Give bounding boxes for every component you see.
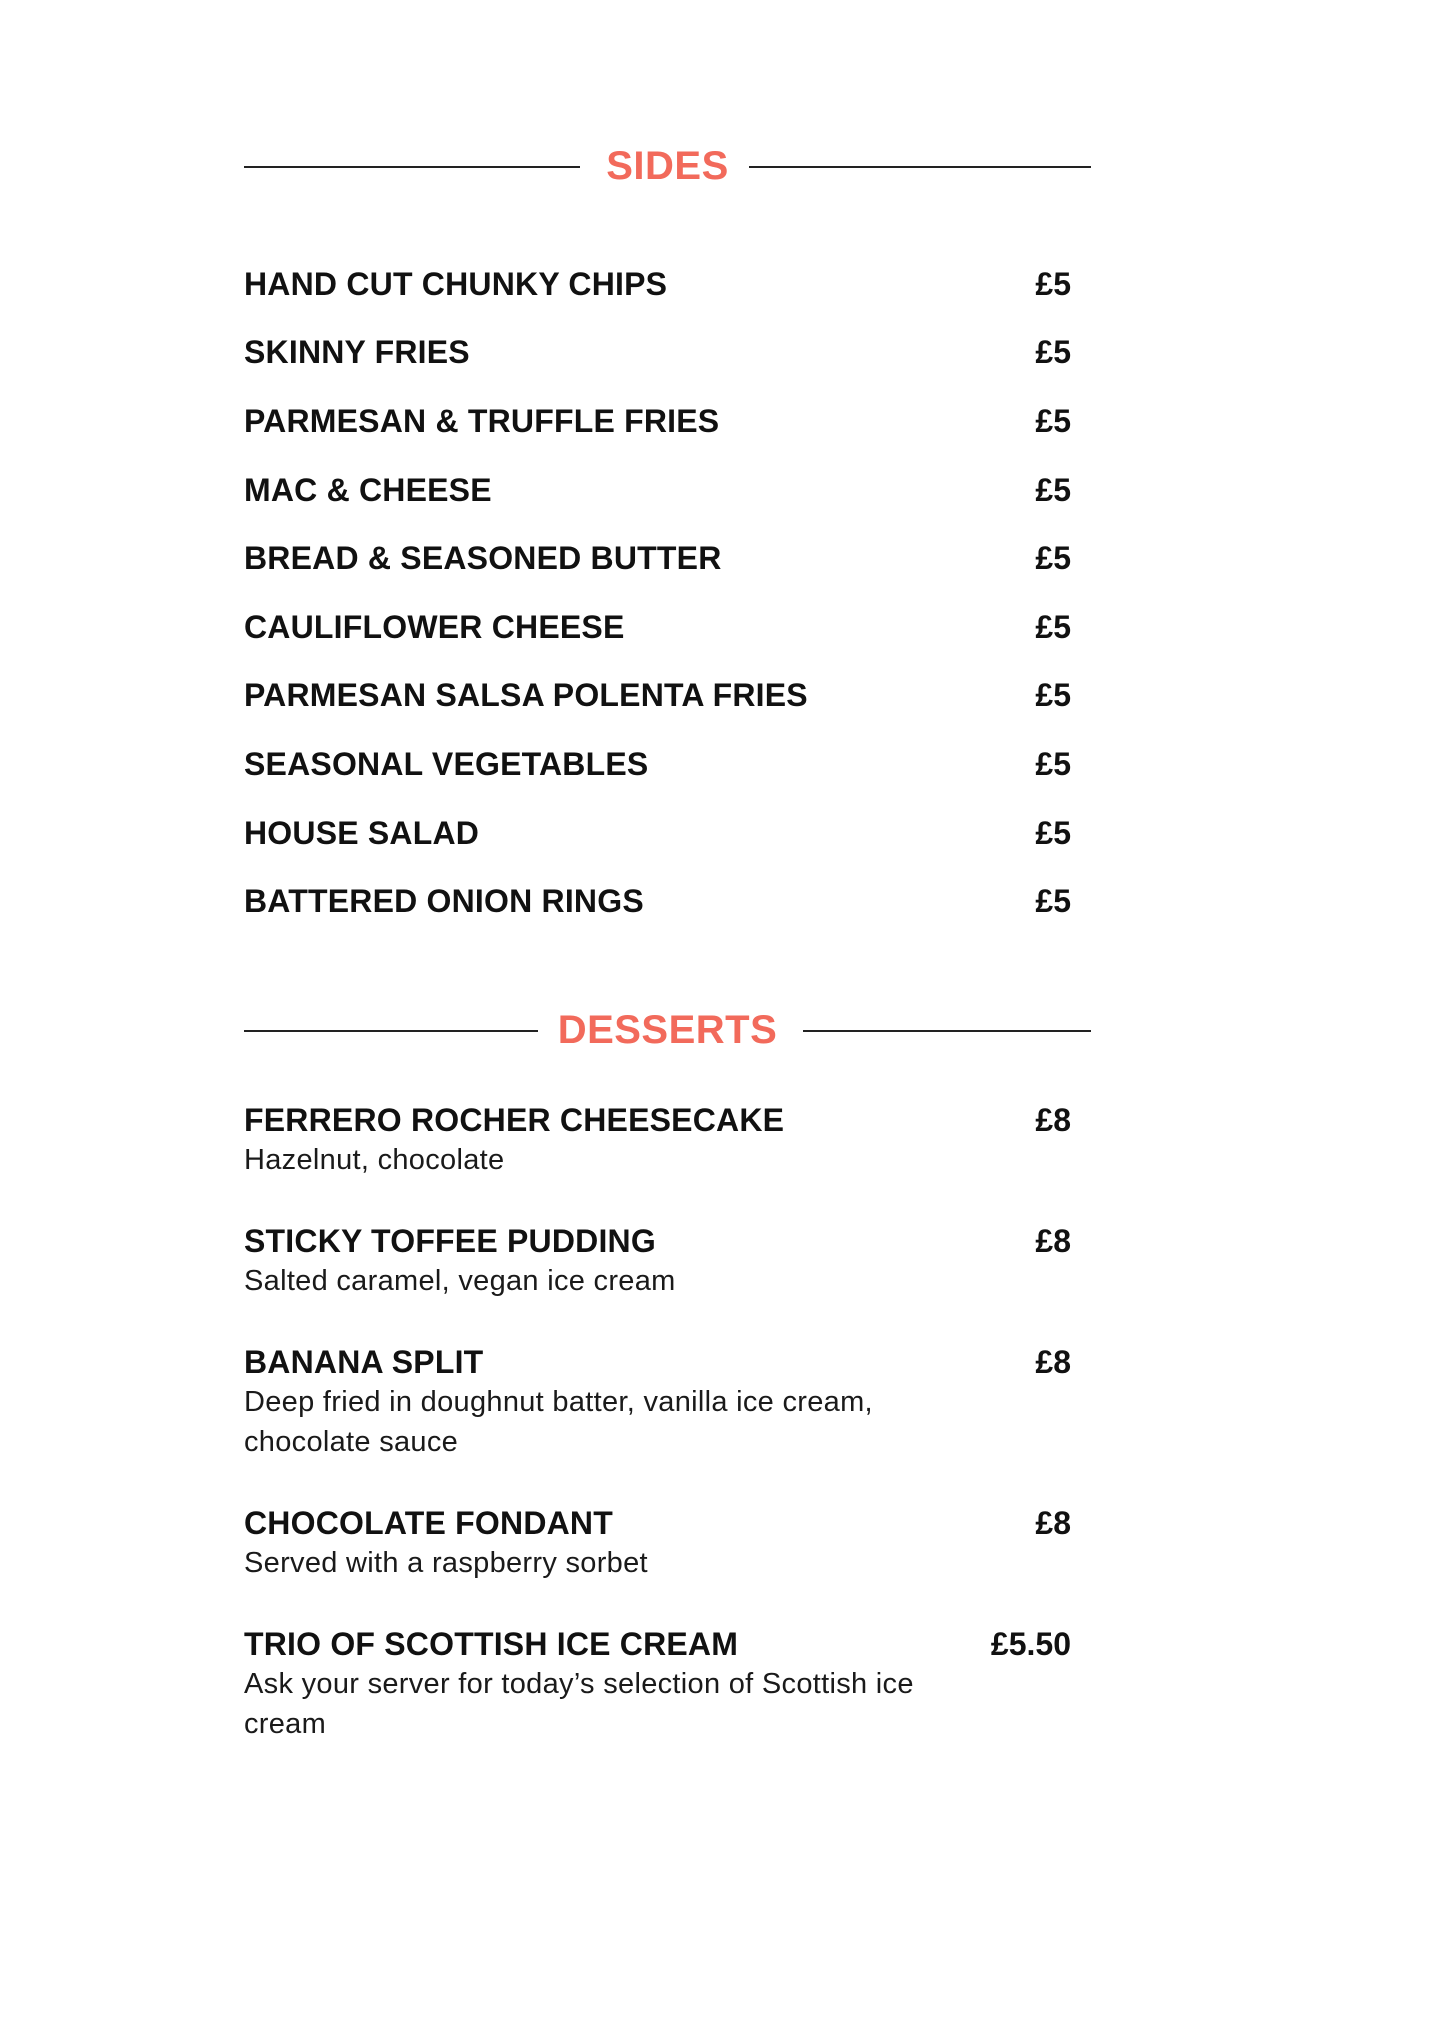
dessert-item-price: £8 <box>1035 1343 1071 1380</box>
dessert-item-name: CHOCOLATE FONDANT <box>244 1504 613 1541</box>
desserts-header <box>244 1000 1091 1060</box>
dessert-item-name: FERRERO ROCHER CHEESECAKE <box>244 1101 785 1138</box>
dessert-item <box>244 1624 1091 1744</box>
dessert-item-description: Served with a raspberry sorbet <box>244 1546 648 1579</box>
sides-list <box>244 250 1091 936</box>
side-item <box>244 593 1091 662</box>
desserts-list <box>244 1100 1091 1744</box>
dessert-item-price: £8 <box>1035 1101 1071 1138</box>
side-item <box>244 319 1091 388</box>
side-item-price: £5 <box>1035 745 1071 782</box>
dessert-item <box>244 1503 1091 1583</box>
dessert-item-price: £5.50 <box>990 1625 1071 1662</box>
dessert-item-name: STICKY TOFFEE PUDDING <box>244 1222 656 1259</box>
side-item-name: PARMESAN SALSA POLENTA FRIES <box>244 677 808 714</box>
dessert-item-price: £8 <box>1035 1222 1071 1259</box>
dessert-item-description: Hazelnut, chocolate <box>244 1143 505 1176</box>
dessert-item <box>244 1221 1091 1301</box>
side-item <box>244 387 1091 456</box>
side-item-price: £5 <box>1035 265 1071 302</box>
side-item-price: £5 <box>1035 608 1071 645</box>
dessert-item <box>244 1100 1091 1180</box>
dessert-item-description: Deep fried in doughnut batter, vanilla ice cream, chocolate sauce <box>244 1385 873 1458</box>
divider-line <box>749 166 1091 168</box>
side-item-price: £5 <box>1035 402 1071 439</box>
side-item <box>244 662 1091 731</box>
side-item-name: HOUSE SALAD <box>244 814 480 851</box>
dessert-item-name: TRIO OF SCOTTISH ICE CREAM <box>244 1625 739 1662</box>
side-item-price: £5 <box>1035 814 1071 851</box>
side-item-name: SKINNY FRIES <box>244 334 470 371</box>
menu-page <box>244 0 1091 1785</box>
desserts-title: DESSERTS <box>557 1007 778 1052</box>
side-item-name: CAULIFLOWER CHEESE <box>244 608 625 645</box>
side-item-name: BATTERED ONION RINGS <box>244 883 644 920</box>
side-item-price: £5 <box>1035 883 1071 920</box>
side-item-price: £5 <box>1035 540 1071 577</box>
divider-line <box>803 1030 1091 1032</box>
sides-header <box>244 136 1091 196</box>
side-item <box>244 867 1091 936</box>
side-item-name: HAND CUT CHUNKY CHIPS <box>244 265 668 302</box>
side-item-price: £5 <box>1035 471 1071 508</box>
side-item-price: £5 <box>1035 677 1071 714</box>
side-item <box>244 730 1091 799</box>
dessert-item <box>244 1342 1091 1462</box>
side-item <box>244 250 1091 319</box>
side-item-name: SEASONAL VEGETABLES <box>244 745 649 782</box>
side-item <box>244 456 1091 525</box>
dessert-item-description: Ask your server for today’s selection of Scottish ice cream <box>244 1667 914 1740</box>
side-item <box>244 799 1091 868</box>
dessert-item-price: £8 <box>1035 1504 1071 1541</box>
dessert-item-description: Salted caramel, vegan ice cream <box>244 1264 676 1297</box>
dessert-item-name: BANANA SPLIT <box>244 1343 484 1380</box>
side-item-name: PARMESAN & TRUFFLE FRIES <box>244 402 720 439</box>
side-item-name: MAC & CHEESE <box>244 471 492 508</box>
side-item <box>244 524 1091 593</box>
sides-title: SIDES <box>606 144 729 188</box>
side-item-name: BREAD & SEASONED BUTTER <box>244 540 722 577</box>
side-item-price: £5 <box>1035 334 1071 371</box>
